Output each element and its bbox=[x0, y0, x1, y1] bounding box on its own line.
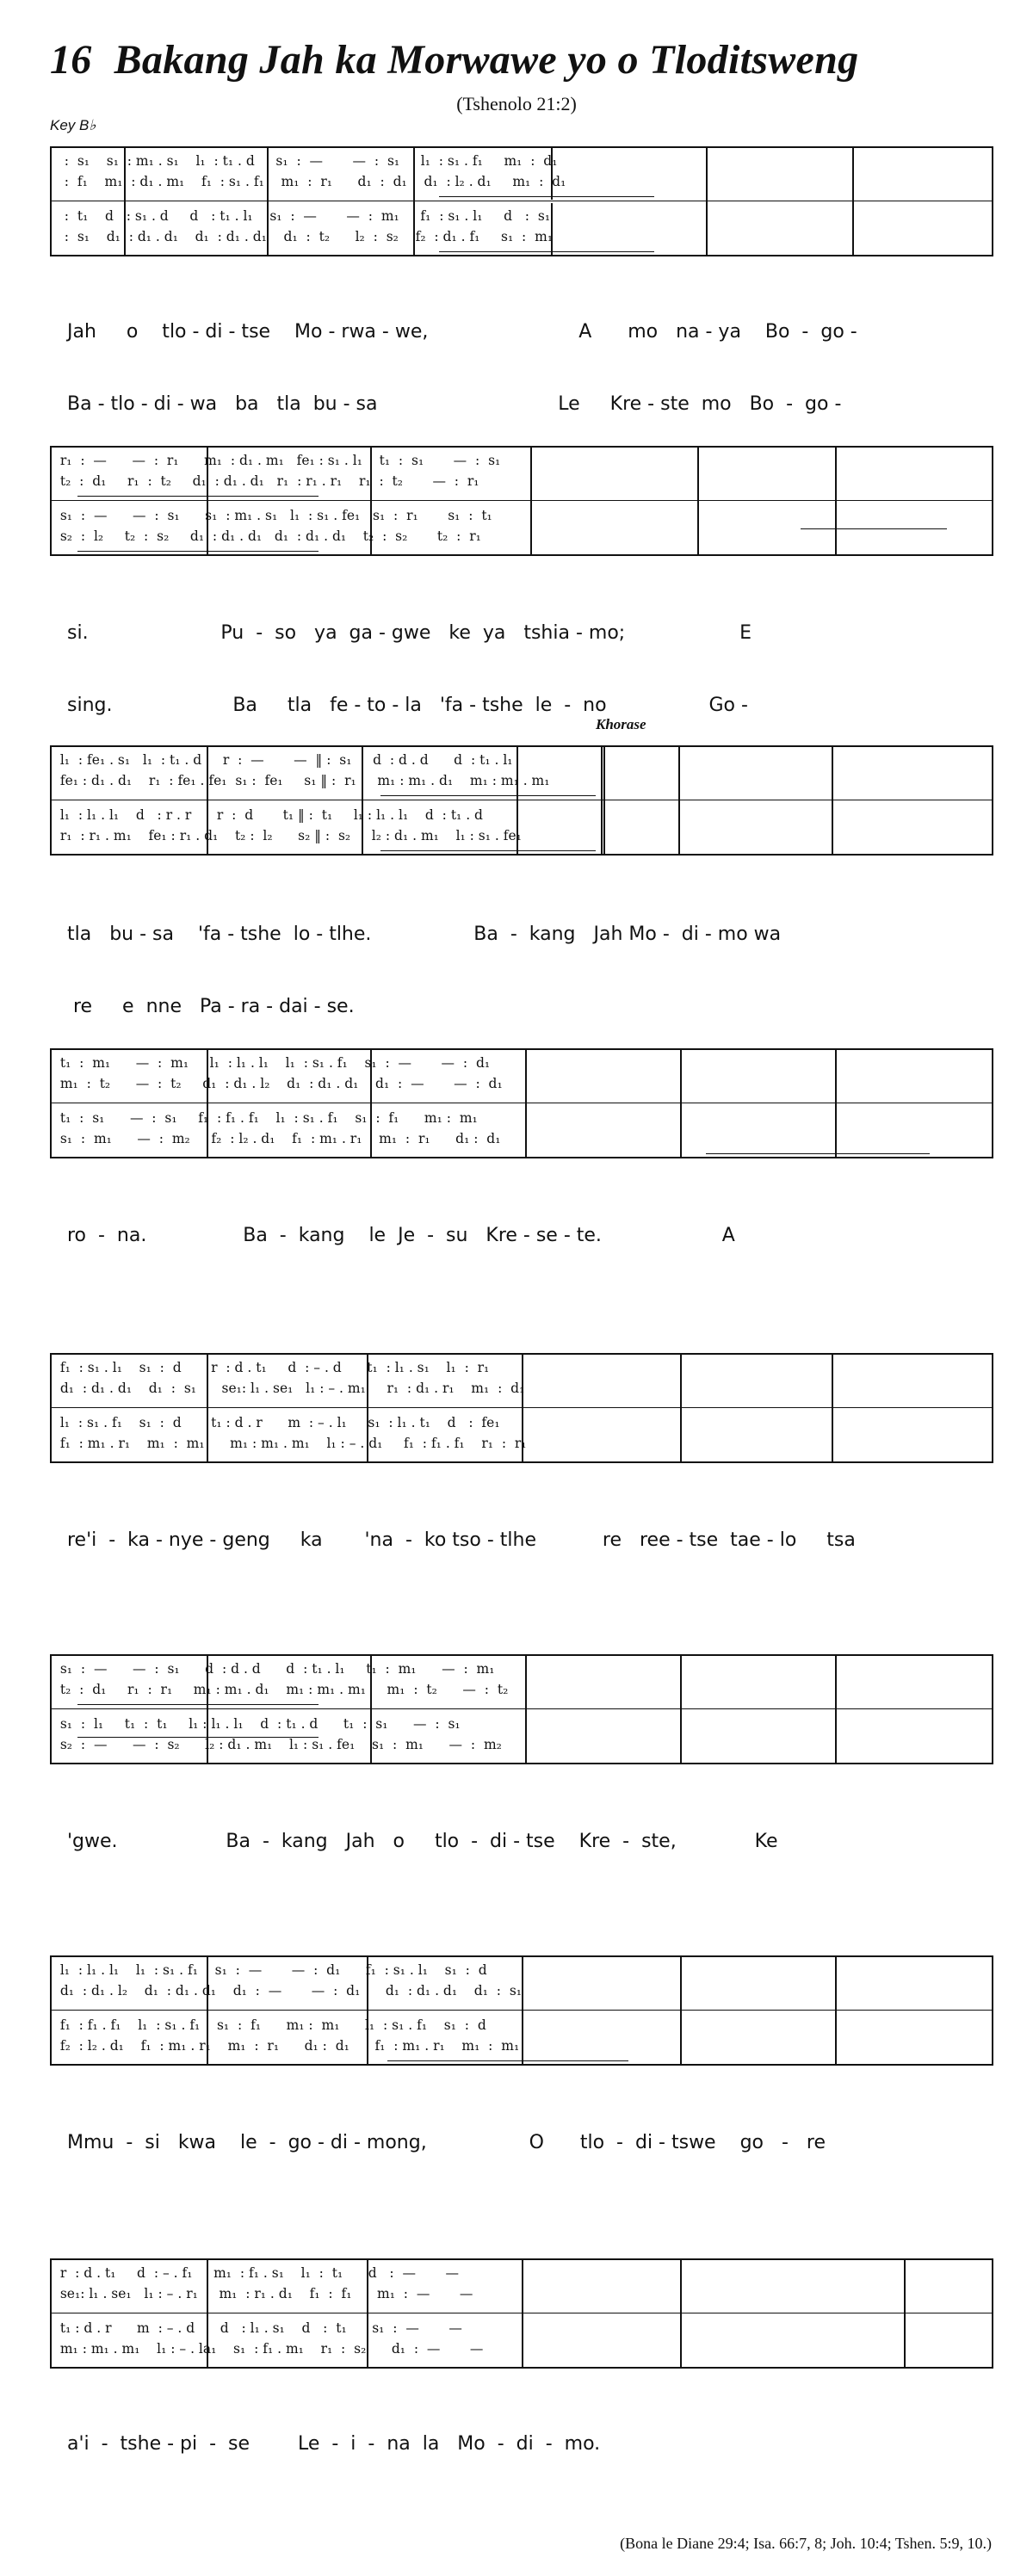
hymn-title bbox=[50, 36, 858, 83]
lyrics-verse-1: Jah o tlo - di - tse Mo - rwa - we, A mo na - ya Bo - go - bbox=[67, 321, 857, 343]
hymn-number: 16 bbox=[50, 37, 92, 83]
music-system-8 bbox=[50, 2258, 993, 2369]
tenor-line: l₁ : l₁ . l₁ d : r . r r : d t₁ ‖ : t₁ l₁ : l₁ . l₁ d : t₁ . d bbox=[52, 807, 483, 823]
slur bbox=[439, 196, 654, 197]
soprano-line: : s₁ s₁ : m₁ . s₁ l₁ : t₁ . d s₁ : — — : s₁ l₁ : s₁ . f₁ m₁ : d₁ bbox=[52, 153, 558, 169]
lyrics-verse-1: re'i - ka - nye - geng ka 'na - ko tso - tlhe re ree - tse tae - lo tsa bbox=[67, 1529, 856, 1551]
tenor-line: f₁ : f₁ . f₁ l₁ : s₁ . f₁ s₁ : f₁ m₁ : m₁ l₁ : s₁ . f₁ s₁ : d bbox=[52, 2017, 486, 2033]
soprano-line: f₁ : s₁ . l₁ s₁ : d r : d . t₁ d : – . d t₁ : l₁ . s₁ l₁ : r₁ bbox=[52, 1360, 490, 1375]
alto-line: d₁ : d₁ . l₂ d₁ : d₁ . d₁ d₁ : — — : d₁ d₁ : d₁ . d₁ d₁ : s₁ bbox=[52, 1983, 523, 1998]
alto-line: : f₁ m₁ : d₁ . m₁ f₁ : s₁ . f₁ m₁ : r₁ d₁ : d₁ d₁ : l₂ . d₁ m₁ : d₁ bbox=[52, 174, 566, 189]
lyrics-verse-2: sing. Ba tla fe - to - la 'fa - tshe le - no Go - bbox=[67, 695, 748, 716]
slur bbox=[77, 1704, 319, 1705]
slur bbox=[801, 528, 947, 529]
alto-line: m₁ : t₂ — : t₂ d₁ : d₁ . l₂ d₁ : d₁ . d₁ d₁ : — — : d₁ bbox=[52, 1076, 503, 1091]
bass-line: s₂ : — — : s₂ l₂ : d₁ . m₁ l₁ : s₁ . fe₁ s₁ : m₁ — : m₂ bbox=[52, 1737, 502, 1752]
alto-line: t₂ : d₁ r₁ : r₁ m₁ : m₁ . d₁ m₁ : m₁ . m₁ m₁ : t₂ — : t₂ bbox=[52, 1682, 509, 1697]
music-system-1 bbox=[50, 146, 993, 256]
scripture-reference: (Tshenolo 21:2) bbox=[456, 93, 577, 114]
lyrics-block-2 bbox=[67, 573, 980, 742]
tenor-line: s₁ : l₁ t₁ : t₁ l₁ : l₁ . l₁ d : t₁ . d t₁ : s₁ — : s₁ bbox=[52, 1716, 461, 1732]
lyrics-verse-1: 'gwe. Ba - kang Jah o tlo - di - tse Kre - ste, Ke bbox=[67, 1831, 778, 1852]
slur bbox=[439, 251, 654, 252]
hymn-title-text: Bakang Jah ka Morwawe yo o Tloditsweng bbox=[114, 37, 859, 83]
bass-line: r₁ : r₁ . m₁ fe₁ : r₁ . d₁ t₂ : l₂ s₂ ‖ : s₂ l₂ : d₁ . m₁ l₁ : s₁ . fe₁ bbox=[52, 828, 522, 843]
tenor-line: t₁ : d . r m : – . d d : l₁ . s₁ d : t₁ s₁ : — — bbox=[52, 2320, 462, 2336]
soprano-line: r₁ : — — : r₁ m₁ : d₁ . m₁ fe₁ : s₁ . l₁ t₁ : s₁ — : s₁ bbox=[52, 453, 501, 468]
slur bbox=[77, 551, 319, 552]
key-signature: Key B♭ bbox=[50, 117, 96, 133]
music-system-3 bbox=[50, 745, 993, 856]
soprano-line: s₁ : — — : s₁ d : d . d d : t₁ . l₁ t₁ : m₁ — : m₁ bbox=[52, 1661, 495, 1677]
footer-references: (Bona le Diane 29:4; Isa. 66:7, 8; Joh. 10:4; Tshen. 5:9, 10.) bbox=[620, 2535, 992, 2552]
lyrics-block-6 bbox=[67, 1782, 980, 1878]
lyrics-verse-1: a'i - tshe - pi - se Le - i - na la Mo - di - mo. bbox=[67, 2433, 601, 2455]
tenor-line: t₁ : s₁ — : s₁ f₁ : f₁ . f₁ l₁ : s₁ . f₁ s₁ : f₁ m₁ : m₁ bbox=[52, 1110, 478, 1126]
lyrics-block-3 bbox=[67, 874, 980, 1043]
music-system-5 bbox=[50, 1353, 993, 1463]
slur bbox=[706, 1153, 930, 1154]
bass-line: f₁ : m₁ . r₁ m₁ : m₁ m₁ : m₁ . m₁ l₁ : – . d₁ f₁ : f₁ . f₁ r₁ : r₁ bbox=[52, 1436, 527, 1451]
tenor-line: s₁ : — — : s₁ s₁ : m₁ . s₁ l₁ : s₁ . fe₁ s₁ : r₁ s₁ : t₁ bbox=[52, 508, 492, 523]
bass-line: m₁ : m₁ . m₁ l₁ : – . la₁ s₁ : f₁ . m₁ r₁ : s₂ d₁ : — — bbox=[52, 2341, 484, 2357]
slur bbox=[387, 2060, 628, 2061]
bass-line: s₁ : m₁ — : m₂ f₂ : l₂ . d₁ f₁ : m₁ . r₁ m₁ : r₁ d₁ : d₁ bbox=[52, 1131, 501, 1146]
slur bbox=[77, 496, 319, 497]
bass-line: s₂ : l₂ t₂ : s₂ d₁ : d₁ . d₁ d₁ : d₁ . d₁ t₂ : s₂ t₂ : r₁ bbox=[52, 528, 481, 544]
music-system-4 bbox=[50, 1048, 993, 1158]
music-system-7 bbox=[50, 1955, 993, 2066]
lyrics-verse-1: Mmu - si kwa le - go - di - mong, O tlo - di - tswe go - re bbox=[67, 2132, 826, 2153]
bass-line: f₂ : l₂ . d₁ f₁ : m₁ . r₁ m₁ : r₁ d₁ : d₁ f₁ : m₁ . r₁ m₁ : m₁ bbox=[52, 2038, 520, 2054]
music-system-6 bbox=[50, 1654, 993, 1764]
lyrics-verse-2: re e nne Pa - ra - dai - se. bbox=[67, 996, 355, 1017]
chorus-label: Khorase bbox=[596, 716, 646, 732]
lyrics-block-8 bbox=[67, 2384, 980, 2480]
soprano-line: r : d . t₁ d : – . f₁ m₁ : f₁ . s₁ l₁ : t₁ d : — — bbox=[52, 2265, 459, 2281]
alto-line: t₂ : d₁ r₁ : t₂ d₁ : d₁ . d₁ r₁ : r₁ . r₁ r₁ : t₂ — : r₁ bbox=[52, 473, 479, 489]
music-system-2 bbox=[50, 446, 993, 556]
tenor-line: : t₁ d : s₁ . d d : t₁ . l₁ s₁ : — — : m₁ f₁ : s₁ . l₁ d : s₁ bbox=[52, 208, 551, 224]
tenor-line: l₁ : s₁ . f₁ s₁ : d t₁ : d . r m : – . l₁ s₁ : l₁ . t₁ d : fe₁ bbox=[52, 1415, 500, 1430]
soprano-line: l₁ : fe₁ . s₁ l₁ : t₁ . d r : — — ‖ : s₁ d : d . d d : t₁ . l₁ bbox=[52, 752, 513, 768]
staff-divider bbox=[52, 1708, 992, 1709]
bass-line: : s₁ d₁ : d₁ . d₁ d₁ : d₁ . d₁ d₁ : t₂ l₂ : s₂ f₂ : d₁ . f₁ s₁ : m₁ bbox=[52, 229, 554, 244]
lyrics-block-7 bbox=[67, 2083, 980, 2179]
slur bbox=[77, 1737, 319, 1738]
slur bbox=[380, 795, 596, 796]
lyrics-verse-1: si. Pu - so ya ga - gwe ke ya tshia - mo; E bbox=[67, 622, 752, 644]
soprano-line: t₁ : m₁ — : m₁ l₁ : l₁ . l₁ l₁ : s₁ . f₁ s₁ : — — : d₁ bbox=[52, 1055, 491, 1071]
lyrics-block-4 bbox=[67, 1176, 980, 1272]
lyrics-verse-2: Ba - tlo - di - wa ba tla bu - sa Le Kre - ste mo Bo - go - bbox=[67, 393, 842, 415]
lyrics-verse-1: tla bu - sa 'fa - tshe lo - tlhe. Ba - kang Jah Mo - di - mo wa bbox=[67, 924, 782, 945]
lyrics-block-1 bbox=[67, 272, 980, 441]
alto-line: se₁: l₁ . se₁ l₁ : – . r₁ m₁ : r₁ . d₁ f₁ : f₁ m₁ : — — bbox=[52, 2286, 473, 2301]
alto-line: fe₁ : d₁ . d₁ r₁ : fe₁ . fe₁ s₁ : fe₁ s₁ ‖ : r₁ m₁ : m₁ . d₁ m₁ : m₁ . m₁ bbox=[52, 773, 550, 788]
slur bbox=[380, 850, 596, 851]
staff-divider bbox=[52, 500, 992, 501]
alto-line: d₁ : d₁ . d₁ d₁ : s₁ se₁: l₁ . se₁ l₁ : – . m₁ r₁ : d₁ . r₁ m₁ : d₁ bbox=[52, 1381, 525, 1396]
lyrics-verse-1: ro - na. Ba - kang le Je - su Kre - se - te. A bbox=[67, 1225, 735, 1246]
lyrics-block-5 bbox=[67, 1480, 980, 1577]
soprano-line: l₁ : l₁ . l₁ l₁ : s₁ . f₁ s₁ : — — : d₁ f₁ : s₁ . l₁ s₁ : d bbox=[52, 1962, 487, 1978]
